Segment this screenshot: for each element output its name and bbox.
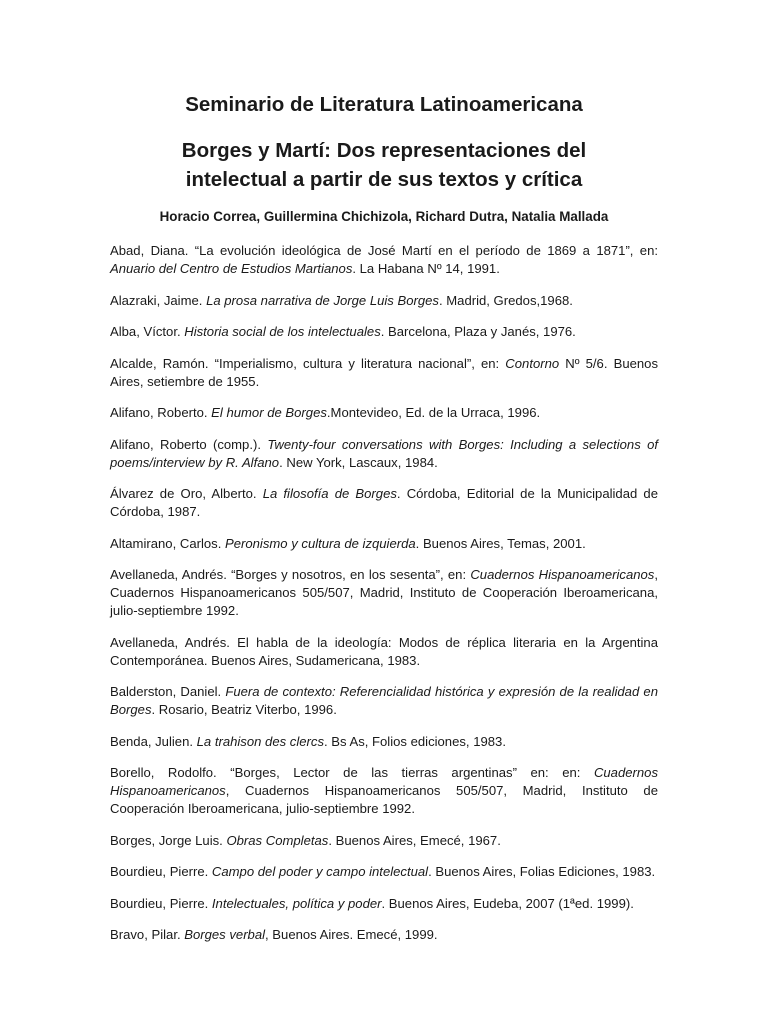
entry-title: Fuera de contexto: Referencialidad histórica y expresión de la realidad en Borges — [110, 684, 658, 717]
entry-title: La prosa narrativa de Jorge Luis Borges — [206, 292, 439, 308]
entry-text: Alazraki, Jaime. — [110, 292, 207, 308]
bibliography-entry — [110, 242, 658, 278]
entry-title: Anuario del Centro de Estudios Martianos — [110, 261, 353, 276]
entry-text: . New York, Lascaux, 1984. — [279, 454, 438, 470]
entry-text: Borello, Rodolfo. “Borges, Lector de las tierras argentinas” en: en: — [110, 765, 594, 780]
entry-text: .Montevideo, Ed. de la Urraca, 1996. — [326, 405, 541, 420]
entry-text: . Buenos Aires, Emecé, 1967. — [328, 832, 501, 848]
entry-text: Bravo, Pilar. — [110, 927, 185, 942]
paper-title-line-2: intelectual a partir de sus textos y crítica — [185, 168, 583, 191]
entry-text: . Barcelona, Plaza y Janés, 1976. — [380, 324, 576, 339]
bibliography-entry — [110, 436, 658, 472]
seminar-title: Seminario de Literatura Latinoamericana — [185, 93, 583, 116]
bibliography-entry — [110, 863, 658, 881]
entry-text: . Buenos Aires, Temas, 2001. — [415, 535, 586, 551]
entry-text: Avellaneda, Andrés. “Borges y nosotros, en los sesenta”, en: — [110, 567, 471, 582]
bibliography-entry — [110, 485, 658, 521]
entry-title: Cuadernos Hispanoamericanos — [470, 567, 655, 582]
entry-title: Historia social de los intelectuales — [184, 324, 381, 339]
bibliography-entry — [110, 634, 658, 670]
author-list: Horacio Correa, Guillermina Chichizola, Richard Dutra, Natalia Mallada — [159, 209, 609, 224]
entry-title: Twenty-four conversations with Borges: Including a selections of poems/interview by R. Alfano — [110, 436, 659, 470]
entry-title: Borges verbal — [184, 927, 266, 942]
entry-text: Balderston, Daniel. — [110, 684, 226, 699]
entry-title: Intelectuales, política y poder — [211, 895, 382, 911]
entry-text: Alba, Víctor. — [110, 324, 185, 339]
entry-text: Avellaneda, Andrés. El habla de la ideología: Modos de réplica literaria en la Argentina Contemporánea. Buenos Aires, Sudamericana, 1983. — [110, 634, 658, 668]
entry-text: Nº 5/6. Buenos Aires, setiembre de 1955. — [110, 355, 658, 389]
paper-title-line-1: Borges y Martí: Dos representaciones del — [181, 139, 587, 162]
entry-text: . Buenos Aires, Eudeba, 2007 (1ªed. 1999). — [381, 895, 634, 911]
entry-text: Bourdieu, Pierre. — [110, 895, 212, 911]
entry-text: . Rosario, Beatriz Viterbo, 1996. — [151, 702, 337, 717]
bibliography-entry — [110, 926, 658, 944]
bibliography-entry — [110, 683, 658, 719]
entry-title: Contorno — [505, 355, 560, 371]
entry-text: Alifano, Roberto. — [110, 405, 212, 420]
bibliography-entry — [110, 733, 658, 751]
entry-text: Benda, Julien. — [110, 733, 197, 749]
bibliography-entry — [110, 895, 658, 913]
entry-text: . Córdoba, Editorial de la Municipalidad de Córdoba, 1987. — [110, 486, 658, 519]
entry-text: Abad, Diana. “La evolución ideológica de José Martí en el período de 1869 a 1871”, en: — [110, 243, 658, 258]
entry-title: El humor de Borges — [211, 405, 327, 420]
entry-title: Cuadernos Hispanoamericanos — [110, 765, 658, 798]
paper-title — [80, 136, 688, 194]
entry-title: Campo del poder y campo intelectual — [211, 864, 429, 879]
bibliography-entry — [110, 764, 658, 818]
entry-text: Bourdieu, Pierre. — [110, 864, 212, 879]
bibliography-entry — [110, 404, 658, 422]
entry-title: La trahison des clercs — [196, 733, 324, 749]
entry-title: Peronismo y cultura de izquierda — [224, 535, 416, 551]
entry-text: , Cuadernos Hispanoamericanos 505/507, Madrid, Instituto de Cooperación Iberoamericana, julio-septiembre 1992. — [110, 567, 658, 618]
entry-text: . Buenos Aires, Folias Ediciones, 1983. — [428, 864, 656, 879]
entry-text: Alifano, Roberto (comp.). — [110, 436, 268, 452]
bibliography-list — [110, 242, 658, 958]
bibliography-entry — [110, 355, 658, 391]
entry-text: . Bs As, Folios ediciones, 1983. — [324, 733, 506, 749]
entry-title: Obras Completas — [226, 832, 329, 848]
entry-text: Alcalde, Ramón. “Imperialismo, cultura y literatura nacional”, en: — [110, 355, 506, 371]
entry-text: Altamirano, Carlos. — [110, 535, 225, 551]
bibliography-entry — [110, 566, 658, 620]
entry-text: Álvarez de Oro, Alberto. — [110, 486, 263, 501]
bibliography-entry — [110, 292, 658, 310]
entry-text: . La Habana Nº 14, 1991. — [352, 261, 500, 276]
entry-title: La filosofía de Borges — [262, 486, 397, 501]
bibliography-entry — [110, 535, 658, 553]
entry-text: . Madrid, Gredos,1968. — [438, 292, 573, 308]
entry-text: Borges, Jorge Luis. — [110, 832, 227, 848]
entry-text: , Buenos Aires. Emecé, 1999. — [265, 927, 438, 942]
bibliography-entry — [110, 323, 658, 341]
entry-text: , Cuadernos Hispanoamericanos 505/507, Madrid, Instituto de Cooperación Iberoamericana, julio-septiembre 1992. — [110, 783, 658, 816]
bibliography-entry — [110, 832, 658, 850]
